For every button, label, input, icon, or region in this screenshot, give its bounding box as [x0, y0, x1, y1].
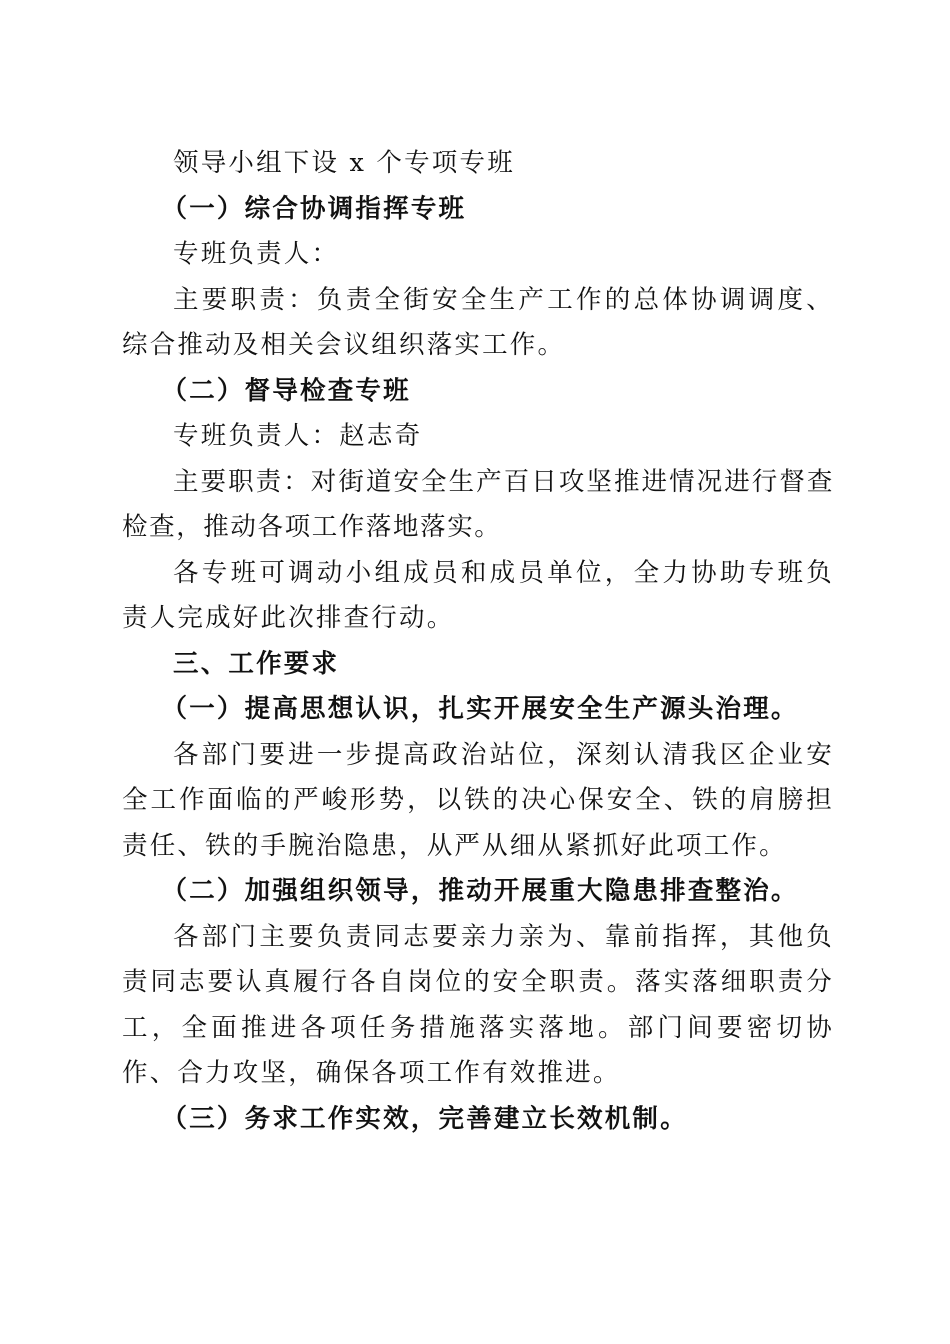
body-paragraph-duties-1: 主要职责：负责全街安全生产工作的总体协调调度、综合推动及相关会议组织落实工作。	[122, 284, 834, 360]
subheading-inspection-team: （二）督导检查专班	[161, 375, 411, 406]
subheading-strengthen-leadership: （二）加强组织领导，推动开展重大隐患排查整治。	[161, 876, 799, 906]
subheading-raise-awareness: （一）提高思想认识，扎实开展安全生产源头治理。	[161, 694, 799, 724]
body-paragraph-team-coordination: 各专班可调动小组成员和成员单位，全力协助专班负责人完成好此次排查行动。	[122, 557, 834, 633]
section-heading-work-requirements: 三、工作要求	[173, 648, 340, 679]
body-paragraph-special-teams: 领导小组下设 x 个专项专班	[173, 148, 515, 178]
body-paragraph-leadership: 各部门主要负责同志要亲力亲为、靠前指挥，其他负责同志要认真履行各自岗位的安全职责。落实落细职责分工，全面推进各项任务措施落实落地。部门间要密切协作、合力攻坚，确保各项工作有效推进。	[122, 921, 834, 1088]
body-paragraph-team-leader-1: 专班负责人：	[173, 239, 340, 269]
body-paragraph-team-leader-2: 专班负责人：赵志奇	[173, 421, 423, 451]
document-body	[122, 141, 834, 1142]
body-paragraph-awareness: 各部门要进一步提高政治站位，深刻认清我区企业安全工作面临的严峻形势，以铁的决心保安全、铁的肩膀担责任、铁的手腕治隐患，从严从细从紧抓好此项工作。	[122, 739, 834, 861]
subheading-coordination-team: （一）综合协调指挥专班	[161, 193, 467, 224]
body-paragraph-duties-2: 主要职责：对街道安全生产百日攻坚推进情况进行督查检查，推动各项工作落地落实。	[122, 466, 834, 542]
subheading-long-term-mechanism: （三）务求工作实效，完善建立长效机制。	[161, 1103, 688, 1134]
